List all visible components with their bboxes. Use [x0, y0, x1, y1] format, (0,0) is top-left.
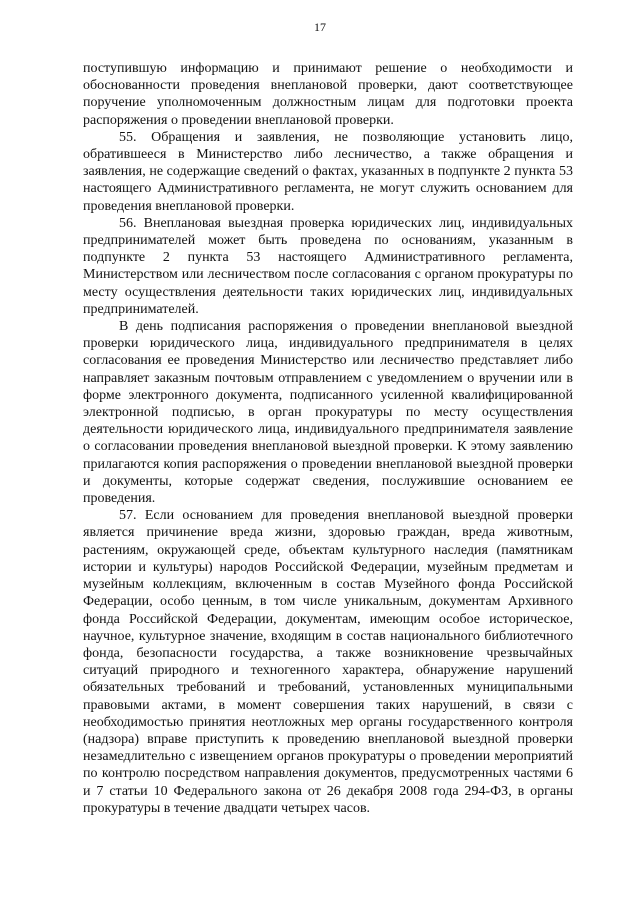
paragraph-item-57: 57. Если основанием для проведения внеплановой выездной проверки является причинение вреда жизни, здоровью граждан, вреда животным, растениям, окружающей среде, объектам культурного наследия (памятникам истории и культуры) народов Российской Федерации, музейным предметам и музейным коллекциям, включенным в состав Музейного фонда Российской Федерации, особо ценным, в том числе уникальным, документам Архивного фонда Российской Федерации, документам, имеющим особое историческое, научное, культурное значение, входящим в состав национального библиотечного фонда, безопасности государства, а также возникновение чрезвычайных ситуаций природного и техногенного характера, обнаружение нарушений обязательных требований и требований, установленных муниципальными правовыми актами, в момент совершения таких нарушений, в связи с необходимостью принятия неотложных мер органы государственного контроля (надзора) вправе приступить к проведению внеплановой выездной проверки незамедлительно с извещением органов прокуратуры о проведении мероприятий по контролю посредством направления документов, предусмотренных частями 6 и 7 статьи 10 Федерального закона от 26 декабря 2008 года 294-ФЗ, в органы прокуратуры в течение двадцати четырех часов.: [83, 508, 573, 816]
paragraph-item-55: 55. Обращения и заявления, не позволяющие установить лицо, обратившееся в Министерство либо лесничество, а также обращения и заявления, не содержащие сведений о фактах, указанных в подпункте 2 пункта 53 настоящего Административного регламента, не могут служить основанием для проведения внеплановой проверки.: [83, 129, 573, 214]
document-body: [83, 60, 573, 817]
paragraph-continuation: поступившую информацию и принимают решение о необходимости и обоснованности проведения внеплановой проверки, дают соответствующее поручение уполномоченным должностным лицам для подготовки проекта распоряжения о проведении внеплановой проверки.: [83, 61, 573, 128]
page-number: 17: [314, 20, 326, 34]
paragraph-approval-procedure: В день подписания распоряжения о проведении внеплановой выездной проверки юридического лица, индивидуального предпринимателя в целях согласования ее проведения Министерство или лесничество представляет либо направляет заказным почтовым отправлением с уведомлением о вручении или в форме электронного документа, подписанного усиленной квалифицированной электронной подписью, в орган прокуратуры по месту осуществления деятельности юридического лица, индивидуального предпринимателя заявление о согласовании проведения внеплановой выездной проверки. К этому заявлению прилагаются копия распоряжения о проведении внеплановой выездной проверки и документы, которые содержат сведения, послужившие основанием ее проведения.: [83, 319, 573, 507]
paragraph-item-56: 56. Внеплановая выездная проверка юридических лиц, индивидуальных предпринимателей может быть проведена по основаниям, указанным в подпункте 2 пункта 53 настоящего Административного регламента, Министерством или лесничеством после согласования с органом прокуратуры по месту осуществления деятельности таких юридических лиц, индивидуальных предпринимателей.: [83, 215, 573, 317]
